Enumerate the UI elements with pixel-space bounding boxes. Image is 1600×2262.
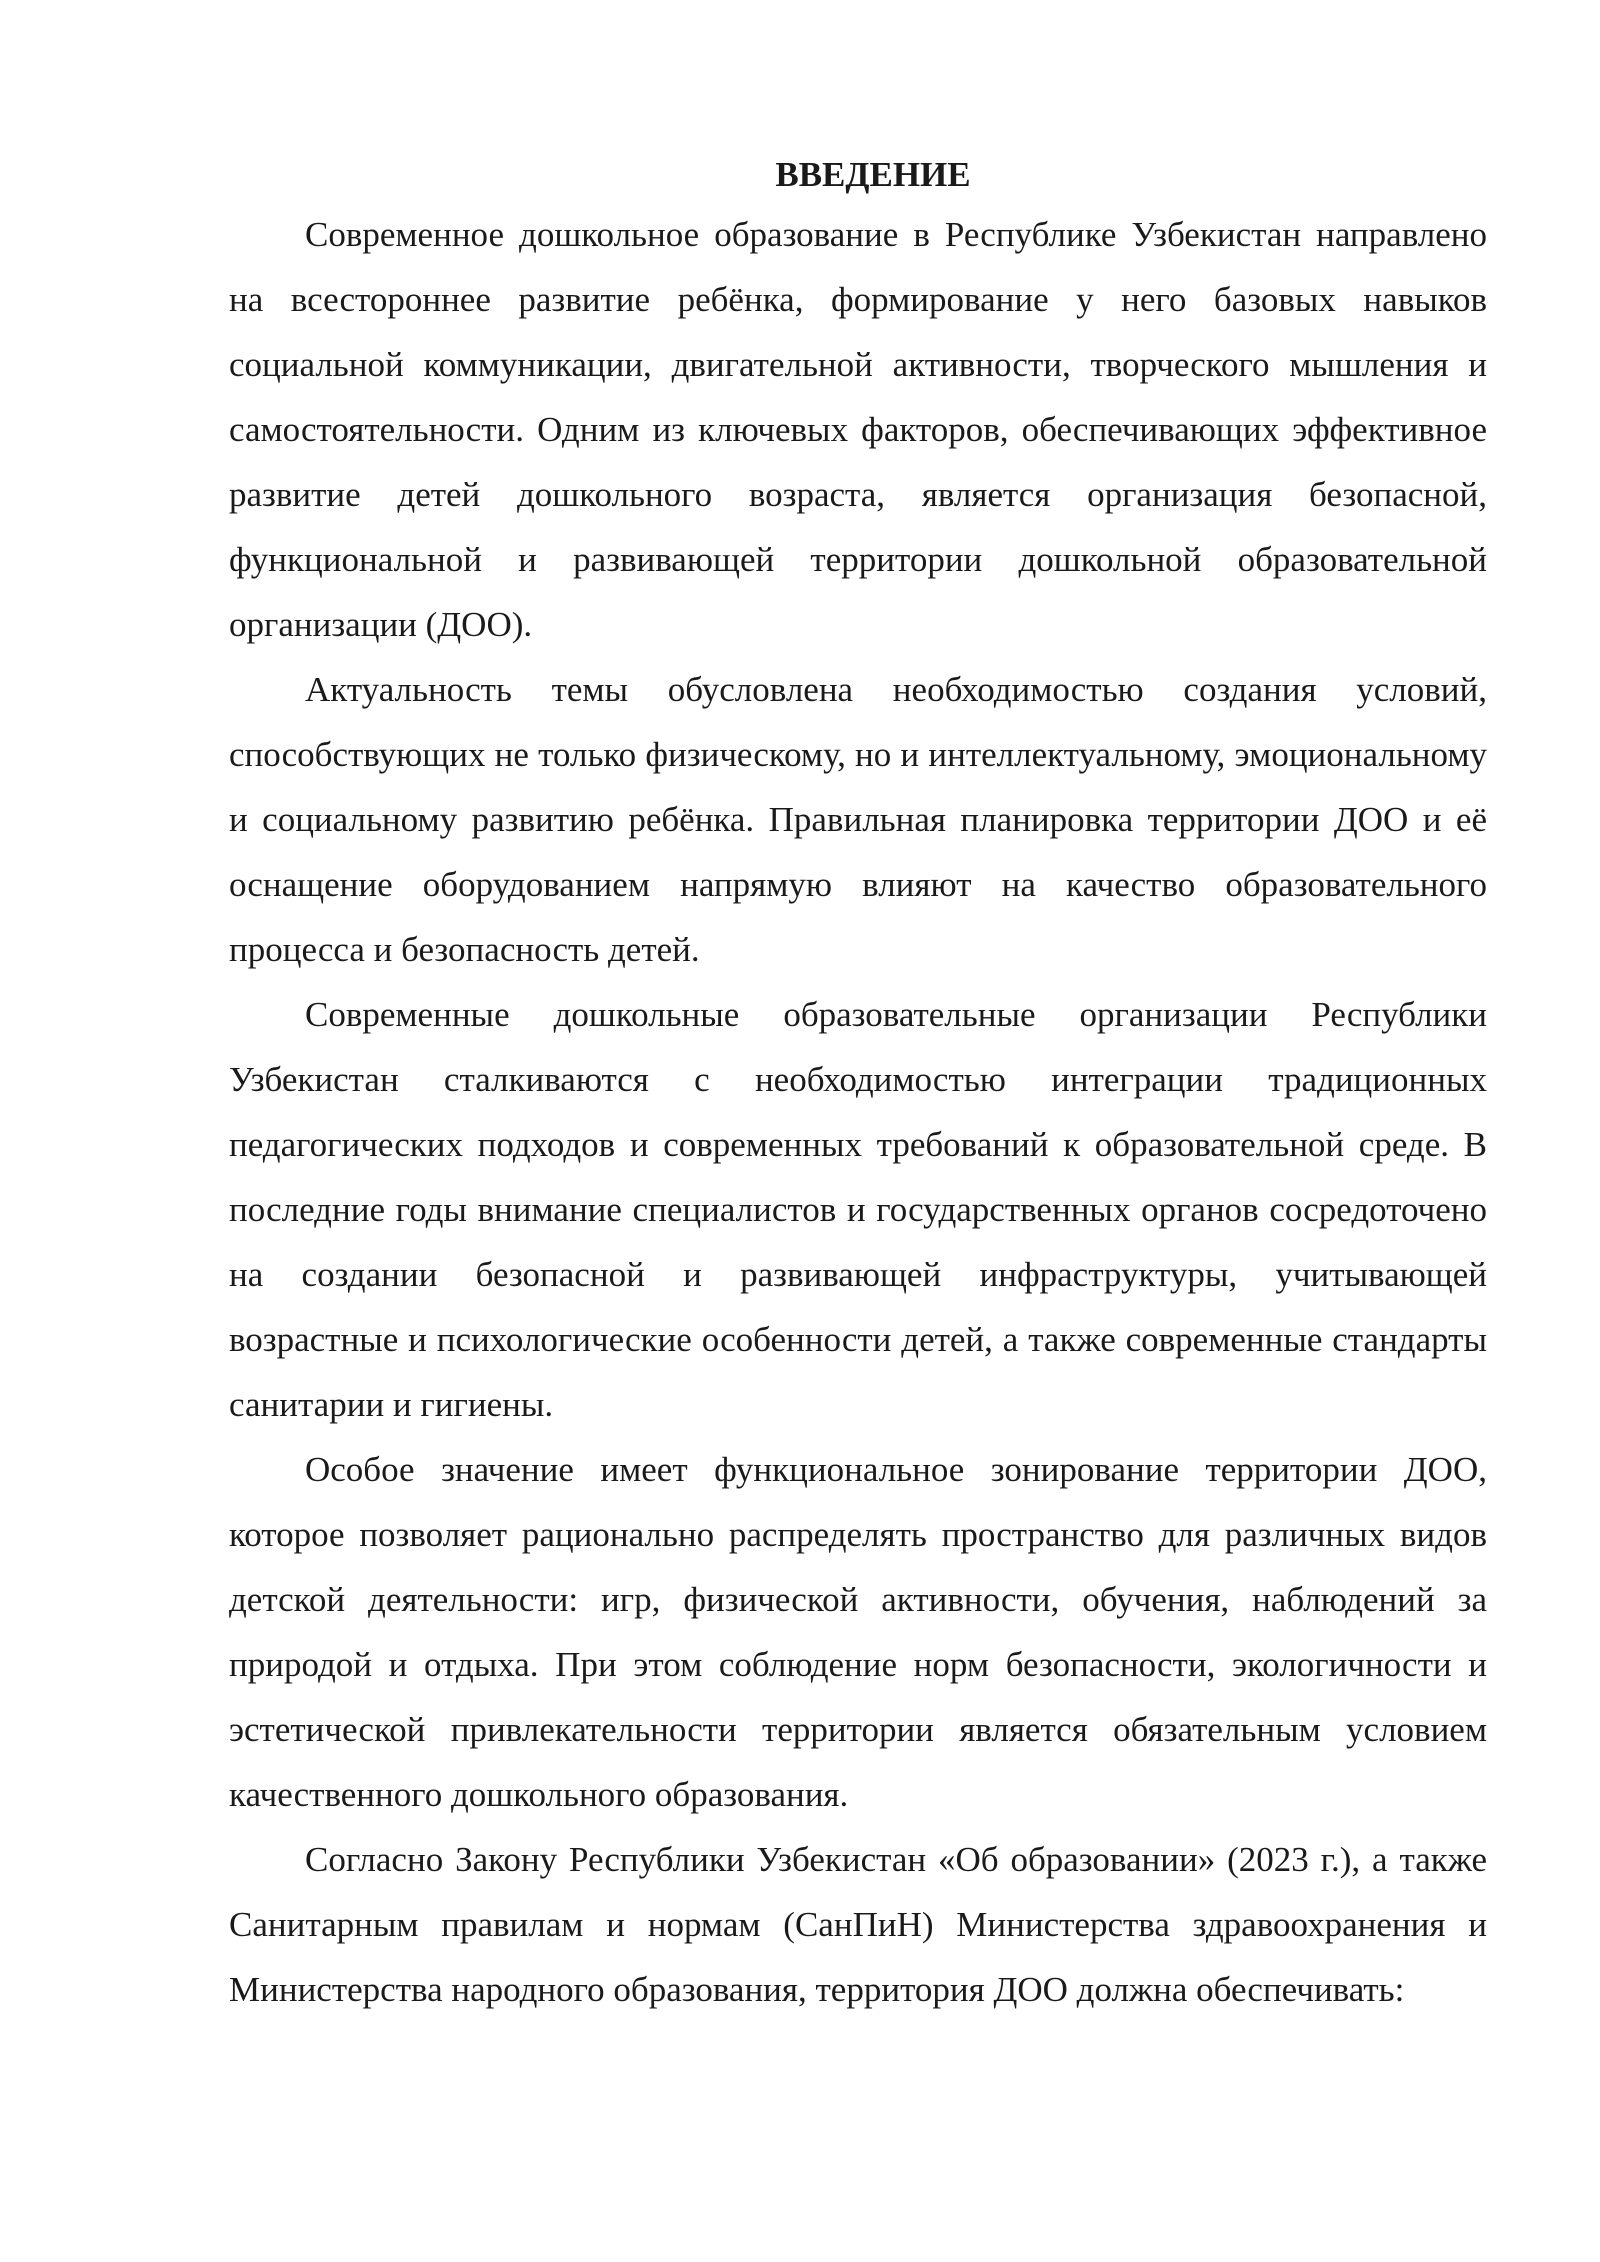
paragraph-1: Современное дошкольное образование в Республике Узбекистан направлено на всестороннее развитие ребёнка, формирование у него базовых навыков социальной коммуникации, двигательной активности, творческого мышления и самостоятельности. Одним из ключевых факторов, обеспечивающих эффективное развитие детей дошкольного возраста, является организация безопасной, функциональной и развивающей территории дошкольной образовательной организации (ДОО).	[229, 215, 1487, 644]
paragraph-2: Актуальность темы обусловлена необходимостью создания условий, способствующих не только физическому, но и интеллектуальному, эмоциональному и социальному развитию ребёнка. Правильная планировка территории ДОО и её оснащение оборудованием напрямую влияют на качество образовательного процесса и безопасность детей.	[229, 670, 1487, 969]
document-body	[229, 148, 1487, 2022]
paragraph-4: Особое значение имеет функциональное зонирование территории ДОО, которое позволяет рационально распределять пространство для различных видов детской деятельности: игр, физической активности, обучения, наблюдений за природой и отдыха. При этом соблюдение норм безопасности, экологичности и эстетической привлекательности территории является обязательным условием качественного дошкольного образования.	[229, 1450, 1487, 1814]
paragraph-5: Согласно Закону Республики Узбекистан «Об образовании» (2023 г.), а также Санитарным правилам и нормам (СанПиН) Министерства здравоохранения и Министерства народного образования, территория ДОО должна обеспечивать:	[229, 1840, 1487, 2009]
section-heading: ВВЕДЕНИЕ	[775, 155, 971, 194]
paragraph-3: Современные дошкольные образовательные организации Республики Узбекистан сталкиваются с необходимостью интеграции традиционных педагогических подходов и современных требований к образовательной среде. В последние годы внимание специалистов и государственных органов сосредоточено на создании безопасной и развивающей инфраструктуры, учитывающей возрастные и психологические особенности детей, а также современные стандарты санитарии и гигиены.	[229, 995, 1487, 1424]
